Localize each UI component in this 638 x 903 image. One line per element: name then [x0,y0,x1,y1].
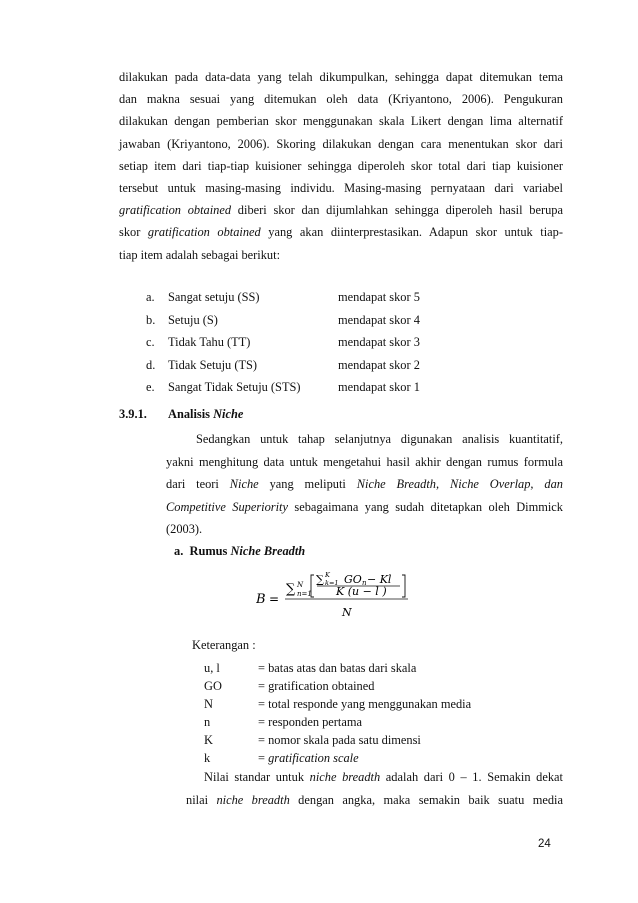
text-run: yang akan diinterprestasikan. Adapun skor untuk tiap- [260,225,564,240]
definition-row [204,695,544,713]
section-title: Analisis [168,407,214,421]
inner-sum-symbol: ∑ [316,573,324,586]
italic-term: gratification obtained [147,225,261,240]
italic-term: niche breadth [216,793,290,807]
italic-term: gratification obtained [119,203,232,218]
paragraph-line: tersebut untuk masing-masing individu. Masing-masing pernyataan dari variabel [119,181,563,196]
outer-sum-upper: N [297,581,304,589]
paragraph-line [186,789,563,812]
text-run: dengan angka, maka semakin baik suatu media [289,793,563,807]
definition-row [204,677,544,695]
text-run: yang meliputi [258,477,357,492]
formula-lhs: B [256,592,266,607]
definition-key: K [204,733,213,747]
answer-label: Tidak Setuju (TS) [168,357,258,372]
text-run: Nilai standar untuk [204,770,310,784]
list-item [146,376,566,399]
definition-row [204,731,544,749]
definition-row [204,713,544,731]
paragraph-line: Sedangkan untuk tahap selanjutnya digunakan analisis kuantitatif, [196,432,563,446]
right-bracket [402,575,405,597]
text-run: nilai [186,793,217,807]
paragraph-line: dilakukan dengan pemberian skor menggunakan skala Likert dengan lima alternatif [119,114,563,129]
list-marker: a. [146,290,155,304]
closing-paragraph [186,766,563,812]
definition-equals: = [258,751,269,765]
inner-sum-lower: k=1 [325,579,339,587]
list-marker: b. [146,312,156,327]
text-run: adalah dari 0 – 1. Semakin dekat [380,770,564,784]
italic-term: Niche Breadth, Niche Overlap, dan [356,477,563,492]
paragraph-line [119,199,563,221]
definition-list [204,659,544,767]
definition-value: = responden pertama [258,715,363,729]
definition-italic: gratification scale [268,751,359,765]
text-run: dari teori [166,477,230,492]
subheading-marker: a. [174,544,184,558]
answer-label: Tidak Tahu (TT) [168,335,251,349]
list-marker: c. [146,335,155,349]
list-item [146,331,566,354]
paragraph-line [186,766,563,789]
score-text: mendapat skor 2 [338,357,420,372]
answer-label: Sangat Tidak Setuju (STS) [168,380,301,394]
list-item [146,309,566,332]
inner-denominator: K (u − l ) [336,585,387,598]
paragraph-line: dilakukan pada data-data yang telah dikumpulkan, sehingga dapat ditemukan tema [119,70,563,84]
legend-label: Keterangan : [192,638,256,652]
text-run: diberi skor dan dijumlahkan sehingga diperoleh hasil berupa [231,203,563,218]
text-run: sebagaimana yang sudah ditetapkan oleh Dimmick [288,499,563,514]
section-title-italic: Niche [213,407,244,421]
definition-value: = batas atas dan batas dari skala [258,661,417,675]
niche-breadth-formula [256,568,416,624]
paragraph-line: tiap item adalah sebagai berikut: [119,247,281,262]
outer-sum-lower: n=1 [297,590,312,598]
paragraph-line [166,473,563,496]
definition-value: = total responde yang menggunakan media [258,697,472,711]
subheading [174,541,305,561]
score-text: mendapat skor 5 [338,290,420,304]
section-number: 3.9.1. [119,407,147,421]
definition-row [204,659,544,677]
answer-label: Sangat setuju (SS) [168,290,260,304]
inner-numerator-rest: − Kl [367,573,392,586]
definition-key: N [204,697,213,711]
paragraph-line: setiap item dari tiap-tiap kuisioner sehingga diperoleh skor total dari tiap kuisioner [119,158,563,173]
answer-label: Setuju (S) [168,312,218,327]
paragraph-line [166,496,563,519]
definition-value: = gratification obtained [258,679,375,693]
paragraph-line: (2003). [166,522,203,537]
subheading-text: Rumus [189,544,231,558]
inner-sum-upper: K [325,571,330,579]
italic-term: Competitive Superiority [166,499,289,514]
italic-term: niche breadth [309,770,381,784]
score-text: mendapat skor 1 [338,380,420,394]
definition-key: u, l [204,661,220,675]
italic-term: Niche [229,477,259,492]
list-marker: d. [146,357,156,372]
definition-value [258,749,359,767]
section-heading [119,404,243,424]
score-text: mendapat skor 4 [338,312,420,327]
definition-key: GO [204,679,222,693]
definition-key: k [204,751,211,765]
definition-value: = nomor skala pada satu dimensi [258,733,421,747]
formula-equals: = [269,592,280,606]
outer-sum-symbol: ∑ [286,582,296,597]
analysis-paragraph [166,428,563,541]
score-text: mendapat skor 3 [338,335,420,349]
inner-numerator-sub: n [362,579,367,587]
paragraph-line: yakni menghitung data untuk mengetahui hasil akhir dengan rumus formula [166,454,563,469]
intro-paragraph [119,66,563,266]
definition-row [204,749,544,767]
paragraph-line: dan makna sesuai yang ditemukan oleh data (Kriyantono, 2006). Pengukuran [119,92,563,107]
paragraph-line: jawaban (Kriyantono, 2006). Skoring dilakukan dengan cara menentukan skor dari [119,136,563,151]
definition-key: n [204,715,211,729]
score-list [146,286,566,399]
list-item [146,354,566,377]
page-number: 24 [538,838,551,850]
inner-numerator-go: GO [344,573,362,586]
subheading-italic: Niche Breadth [230,544,306,558]
list-marker: e. [146,380,155,394]
outer-denominator: N [342,606,352,619]
text-run: skor [119,225,148,240]
paragraph-line [119,221,563,243]
list-item [146,286,566,309]
